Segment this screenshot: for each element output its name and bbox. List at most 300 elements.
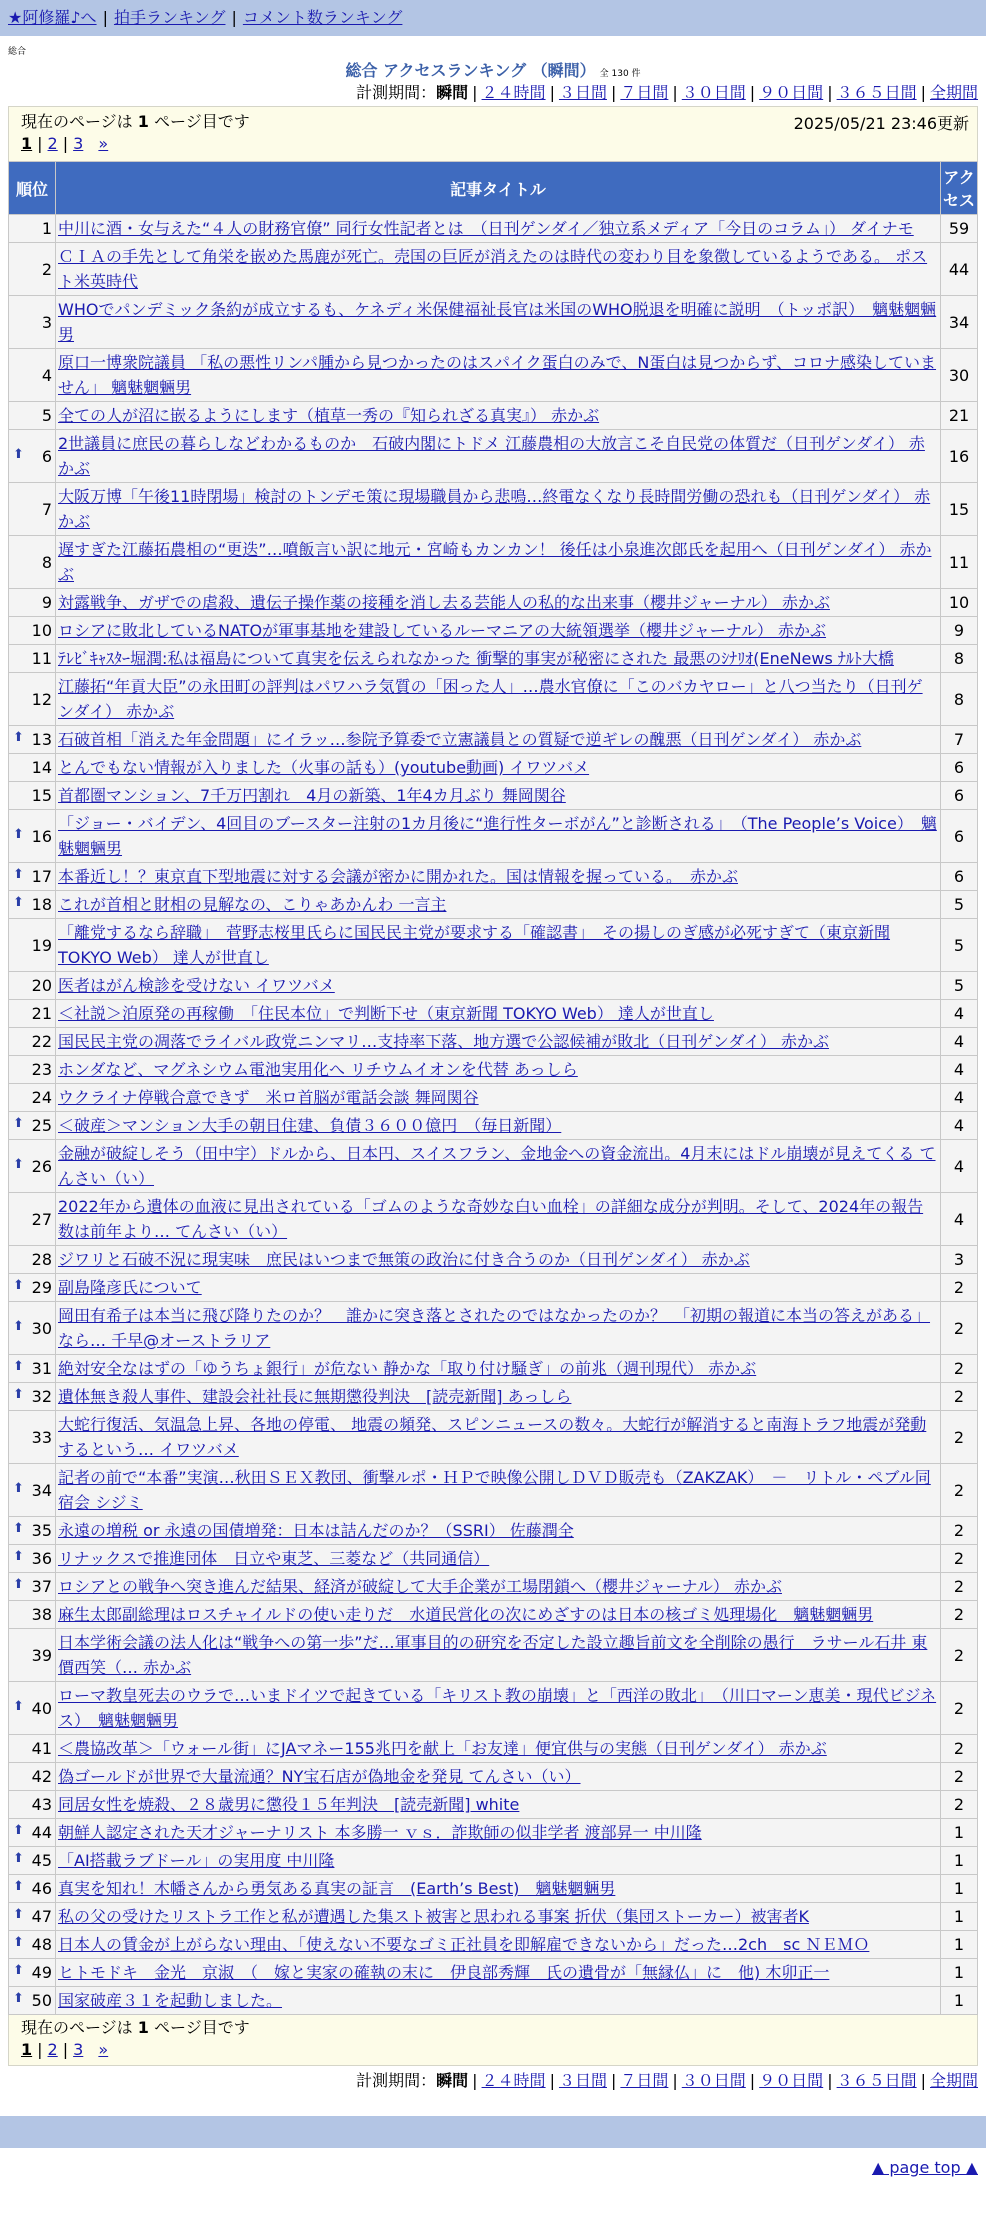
title-cell: [56, 810, 941, 863]
title-cell: [56, 1084, 941, 1112]
article-title-link[interactable]: 同居女性を焼殺、２８歳男に懲役１５年判決 [読売新聞] white: [58, 1795, 520, 1814]
article-title-link[interactable]: 麻生太郎副総理はロスチャイルドの使い走りだ 水道民営化の次にめざすのは日本の核ゴミ処理場化 魑魅魍魎男: [58, 1605, 874, 1624]
table-row: [9, 1819, 978, 1847]
rank-cell: [9, 1140, 56, 1193]
rank-up-arrow-icon: ⬆: [13, 1907, 24, 1922]
article-title-link[interactable]: 中川に酒・女与えた“４人の財務官僚” 同行女性記者とは （日刊ゲンダイ／独立系メディア「今日のコラム」） ダイナモ: [58, 219, 914, 238]
table-row: [9, 296, 978, 349]
access-count: 4: [941, 1140, 978, 1193]
article-title-link[interactable]: 永遠の増税 or 永遠の国債増発：日本は詰んだのか？（SSRI） 佐藤潤全: [58, 1521, 574, 1540]
table-row: [9, 349, 978, 402]
article-title-link[interactable]: 記者の前で“本番”実演…秋田ＳＥＸ教団、衝撃ルポ・ＨＰで映像公開しＤＶＤ販売も（ZAKZAK） － リトル・ペブル同宿会 シジミ: [58, 1468, 931, 1512]
rank-cell: [9, 919, 56, 972]
period-separator: |: [672, 2071, 678, 2090]
article-title-link[interactable]: 原口一博衆院議員 「私の悪性リンパ腫から見つかったのはスパイク蛋白のみで、N蛋白は見つからず、コロナ感染していません」 魑魅魍魎男: [58, 353, 937, 397]
rank-number: 21: [31, 1004, 52, 1023]
rank-number: 50: [31, 1991, 52, 2010]
period-365d-link[interactable]: ３６５日間: [836, 2071, 917, 2090]
article-title-link[interactable]: 本番近し！？東京直下型地震に対する会議が密かに開かれた。国は情報を握っている。 赤かぶ: [58, 867, 739, 886]
table-row: [9, 1875, 978, 1903]
period-selector-top: [0, 80, 986, 106]
title-cell: [56, 1028, 941, 1056]
title-cell: [56, 1112, 941, 1140]
article-title-link[interactable]: 大蛇行復活、気温急上昇、各地の停電、 地震の頻発、スピンニュースの数々。大蛇行が解消すると南海トラフ地震が発動するという… イワツバメ: [58, 1415, 927, 1459]
table-row: [9, 1517, 978, 1545]
period-30d-link[interactable]: ３０日間: [681, 83, 746, 102]
article-title-link[interactable]: ジワリと石破不況に現実味 庶民はいつまで無策の政治に付き合うのか（日刊ゲンダイ） 赤かぶ: [58, 1250, 750, 1269]
rank-number: 49: [31, 1963, 52, 1982]
title-cell: [56, 1987, 941, 2015]
rank-number: 6: [41, 446, 52, 466]
rank-cell: [9, 1847, 56, 1875]
rank-number: 13: [31, 730, 52, 749]
access-count: 6: [941, 782, 978, 810]
count-header: アクセス: [941, 162, 978, 215]
title-cell: [56, 1545, 941, 1573]
access-count: 5: [941, 891, 978, 919]
title-cell: [56, 1791, 941, 1819]
period-separator: |: [920, 2071, 926, 2090]
article-title-link[interactable]: 偽ゴールドが世界で大量流通？NY宝石店が偽地金を発見 てんさい（い）: [58, 1767, 581, 1786]
period-3d-link[interactable]: ３日間: [558, 2071, 607, 2090]
period-separator: |: [610, 83, 617, 102]
page-separator: |: [37, 134, 43, 153]
rank-number: 30: [31, 1318, 52, 1338]
article-title-link[interactable]: 私の父の受けたリストラ工作と私が遭遇した集スト被害と思われる事案 折伏（集団ストーカー）被害者K: [58, 1907, 809, 1926]
rank-up-arrow-icon: ⬆: [13, 1851, 24, 1866]
access-count: 8: [941, 673, 978, 726]
article-title-link[interactable]: 岡田有希子は本当に飛び降りたのか？ 誰かに突き落とされたのではなかったのか？ 「初期の報道に本当の答えがある」なら… 千早@オーストラリア: [58, 1306, 931, 1350]
rank-number: 23: [31, 1060, 52, 1079]
article-title-link[interactable]: 絶対安全なはずの「ゆうちょ銀行」が危ない 静かな「取り付け騒ぎ」の前兆（週刊現代） 赤かぶ: [58, 1359, 757, 1378]
next-page-link[interactable]: »: [98, 2040, 109, 2059]
rank-cell: [9, 1028, 56, 1056]
period-365d-link[interactable]: ３６５日間: [836, 83, 917, 102]
access-count: 8: [941, 645, 978, 673]
rank-number: 29: [31, 1278, 52, 1297]
rank-cell: [9, 1517, 56, 1545]
table-row: [9, 1084, 978, 1112]
article-title-link[interactable]: ＣＩＡの手先として角栄を嵌めた馬鹿が死亡。売国の巨匠が消えたのは時代の変わり目を象徴しているようである。 ポスト米英時代: [58, 247, 928, 291]
rank-number: 1: [41, 219, 52, 238]
rank-up-arrow-icon: ⬆: [13, 730, 24, 745]
rank-number: 19: [31, 935, 52, 955]
article-title-link[interactable]: リナックスで推進団体 日立や東芝、三菱など（共同通信）: [58, 1549, 490, 1568]
access-count: 34: [941, 296, 978, 349]
title-cell: [56, 589, 941, 617]
article-title-link[interactable]: 「離党するなら辞職」 菅野志桜里氏らに国民民主党が要求する「確認書」 その揚しのぎ感が必死すぎて（東京新聞 TOKYO Web） 達人が世直し: [58, 923, 891, 967]
article-title-link[interactable]: 朝鮮人認定された天才ジャーナリスト 本多勝一 ｖｓ．詐欺師の似非学者 渡部昇一 中川隆: [58, 1823, 702, 1842]
table-row: [9, 1545, 978, 1573]
rank-cell: [9, 1682, 56, 1735]
title-cell: [56, 402, 941, 430]
title-cell: [56, 1682, 941, 1735]
access-count: 1: [941, 1931, 978, 1959]
article-title-link[interactable]: 国家破産３１を起動しました。: [58, 1991, 283, 2010]
rank-number: 15: [31, 786, 52, 805]
table-row: [9, 1601, 978, 1629]
title-cell: [56, 782, 941, 810]
table-row: [9, 1682, 978, 1735]
table-row: [9, 402, 978, 430]
page-separator: |: [62, 2040, 69, 2059]
table-row: [9, 1246, 978, 1274]
rank-up-arrow-icon: ⬆: [13, 1156, 24, 1172]
rank-number: 4: [41, 365, 52, 385]
article-title-link[interactable]: 「ジョー・バイデン、4回目のブースター注射の1カ月後に“進行性ターボがん”と診断される」 （The People’s Voice） 魑魅魍魎男: [58, 814, 937, 858]
rank-cell: [9, 726, 56, 754]
table-row: [9, 483, 978, 536]
rank-cell: [9, 1193, 56, 1246]
rank-number: 11: [31, 649, 52, 668]
access-count: 2: [941, 1302, 978, 1355]
rank-up-arrow-icon: ⬆: [13, 1480, 24, 1496]
rank-up-arrow-icon: ⬆: [13, 1935, 24, 1950]
rank-number: 47: [31, 1907, 52, 1926]
access-count: 2: [941, 1573, 978, 1601]
article-title-link[interactable]: 日本学術会議の法人化は“戦争への第一歩”だ…軍事目的の研究を否定した設立趣旨前文を全削除の愚行 ラサール石井 東價西笑（… 赤かぶ: [58, 1633, 928, 1677]
rank-cell: [9, 1112, 56, 1140]
page-separator: |: [37, 2040, 43, 2059]
title-cell: [56, 673, 941, 726]
rank-cell: [9, 1545, 56, 1573]
access-count: 6: [941, 863, 978, 891]
access-count: 44: [941, 243, 978, 296]
period-selector-bottom: [0, 2066, 986, 2096]
rank-cell: [9, 1791, 56, 1819]
page-title: [0, 58, 986, 80]
article-title-link[interactable]: 医者はがん検診を受けない イワツバメ: [58, 976, 335, 995]
period-7d-link[interactable]: ７日間: [620, 2071, 669, 2090]
rank-number: 37: [31, 1577, 52, 1596]
table-row: [9, 1028, 978, 1056]
page-1-current: 1: [21, 2040, 33, 2059]
period-separator: |: [827, 2071, 833, 2090]
rank-up-arrow-icon: ⬆: [13, 826, 24, 842]
rank-cell: [9, 589, 56, 617]
access-count: 10: [941, 589, 978, 617]
title-cell: [56, 1763, 941, 1791]
access-count: 7: [941, 726, 978, 754]
period-all-link[interactable]: 全期間: [929, 83, 978, 102]
title-cell: [56, 296, 941, 349]
table-row: [9, 1302, 978, 1355]
access-count: 4: [941, 1000, 978, 1028]
access-count: 11: [941, 536, 978, 589]
article-title-link[interactable]: 対露戦争、ガザでの虐殺、遺伝子操作薬の接種を消し去る芸能人の私的な出来事（櫻井ジャーナル） 赤かぶ: [58, 593, 830, 612]
access-count: 6: [941, 810, 978, 863]
access-count: 5: [941, 972, 978, 1000]
rank-number: 12: [31, 689, 52, 709]
article-title-link[interactable]: 日本人の賃金が上がらない理由、「使えない不要なゴミ正社員を即解雇できないから」だった…2ch sc ＮＥＭＯ: [58, 1935, 870, 1954]
access-count: 15: [941, 483, 978, 536]
article-title-link[interactable]: ロシアに敗北しているNATOが軍事基地を建設しているルーマニアの大統領選挙（櫻井ジャーナル） 赤かぶ: [58, 621, 827, 640]
article-title-link[interactable]: ﾃﾚﾋﾞｷｬｽﾀｰ堀潤:私は福島について真実を伝えられなかった 衝撃的事実が秘密にされた 最悪のｼﾅﾘｵ(EneNews ﾅﾙﾄ大橋: [58, 649, 894, 668]
rank-number: 18: [31, 895, 52, 914]
page-info-top: [8, 106, 978, 161]
period-all-link[interactable]: 全期間: [929, 2071, 978, 2090]
rank-number: 17: [31, 867, 52, 886]
rank-number: 24: [31, 1088, 52, 1107]
article-title-link[interactable]: ウクライナ停戦合意できず 米ロ首脳が電話会談 舞岡関谷: [58, 1088, 479, 1107]
rank-up-arrow-icon: ⬆: [13, 867, 24, 882]
rank-number: 28: [31, 1250, 52, 1269]
period-7d-link[interactable]: ７日間: [620, 83, 669, 102]
rank-cell: [9, 1056, 56, 1084]
article-title-link[interactable]: 国民民主党の凋落でライバル政党ニンマリ…支持率下落、地方選で公認候補が敗北（日刊ゲンダイ） 赤かぶ: [58, 1032, 830, 1051]
access-count: 2: [941, 1411, 978, 1464]
rank-number: 31: [31, 1359, 52, 1378]
access-count: 2: [941, 1274, 978, 1302]
title-cell: [56, 430, 941, 483]
rank-number: 14: [31, 758, 52, 777]
page-2-link[interactable]: 2: [47, 2040, 58, 2059]
table-row: [9, 645, 978, 673]
table-row: [9, 617, 978, 645]
article-title-link[interactable]: 首都圏マンション、7千万円割れ 4月の新築、1年4カ月ぶり 舞岡関谷: [58, 786, 566, 805]
title-cell: [56, 1193, 941, 1246]
article-title-link[interactable]: 江藤拓“年貢大臣”の永田町の評判はパワハラ気質の「困った人」…農水官僚に「このバカヤロー」と八つ当たり（日刊ゲンダイ） 赤かぶ: [58, 677, 923, 721]
table-row: [9, 1959, 978, 1987]
period-separator: |: [549, 2071, 555, 2090]
rank-number: 26: [31, 1156, 52, 1176]
table-row: [9, 1000, 978, 1028]
article-title-link[interactable]: 2世議員に庶民の暮らしなどわかるものか 石破内閣にトドメ 江藤農相の大放言こそ自民党の体質だ（日刊ゲンダイ） 赤かぶ: [58, 434, 925, 478]
rank-number: 36: [31, 1549, 52, 1568]
access-count: 2: [941, 1791, 978, 1819]
title-cell: [56, 1246, 941, 1274]
period-separator: |: [672, 83, 678, 102]
page-suffix: ページ目です: [148, 112, 250, 131]
page-prefix: 現在のページは: [21, 2018, 138, 2037]
rank-cell: [9, 1355, 56, 1383]
rank-up-arrow-icon: ⬆: [13, 1991, 24, 2006]
title-cell: [56, 1629, 941, 1682]
comment-ranking-link[interactable]: コメント数ランキング: [242, 8, 403, 27]
rank-number: 3: [41, 312, 52, 332]
article-title-link[interactable]: ロシアとの戦争へ突き進んだ結果、経済が破綻して大手企業が工場閉鎖へ（櫻井ジャーナル） 赤かぶ: [58, 1577, 782, 1596]
rank-cell: [9, 1763, 56, 1791]
title-cell: [56, 1847, 941, 1875]
access-count: 6: [941, 754, 978, 782]
rank-cell: [9, 402, 56, 430]
article-title-link[interactable]: 「AI搭載ラブドール」の実用度 中川隆: [58, 1851, 335, 1870]
period-90d-link[interactable]: ９０日間: [759, 83, 824, 102]
period-separator: |: [749, 2071, 756, 2090]
rank-cell: [9, 1246, 56, 1274]
rank-cell: [9, 1629, 56, 1682]
page-2-link[interactable]: 2: [47, 134, 58, 153]
access-count: 59: [941, 215, 978, 243]
nav-separator: |: [231, 8, 237, 27]
access-count: 2: [941, 1682, 978, 1735]
rank-number: 7: [41, 499, 52, 519]
title-cell: [56, 1000, 941, 1028]
title-header: 記事タイトル: [56, 162, 941, 215]
period-label: 計測期間：: [356, 83, 437, 102]
rank-cell: [9, 1000, 56, 1028]
title-cell: [56, 617, 941, 645]
period-separator: |: [749, 83, 756, 102]
page-1-current: 1: [21, 134, 33, 153]
rank-cell: [9, 1875, 56, 1903]
table-row: [9, 1931, 978, 1959]
access-count: 2: [941, 1629, 978, 1682]
rank-header: 順位: [9, 162, 56, 215]
table-row: [9, 782, 978, 810]
rank-cell: [9, 536, 56, 589]
access-count: 9: [941, 617, 978, 645]
table-row: [9, 1193, 978, 1246]
top-nav-bar: [0, 0, 986, 36]
article-title-link[interactable]: 全ての人が沼に嵌るようにします（植草一秀の『知られざる真実』） 赤かぶ: [58, 406, 600, 425]
rank-number: 16: [31, 826, 52, 846]
period-3d-link[interactable]: ３日間: [558, 83, 607, 102]
article-title-link[interactable]: 副島隆彦氏について: [58, 1278, 202, 1297]
access-count: 16: [941, 430, 978, 483]
rank-cell: [9, 1931, 56, 1959]
article-title-link[interactable]: ＜社説＞泊原発の再稼働 「住民本位」で判断下せ（東京新聞 TOKYO Web） 達人が世直し: [58, 1004, 714, 1023]
access-count: 2: [941, 1735, 978, 1763]
page-separator: [88, 2040, 93, 2059]
title-cell: [56, 1573, 941, 1601]
table-row: [9, 1140, 978, 1193]
period-90d-link[interactable]: ９０日間: [759, 2071, 824, 2090]
home-link[interactable]: ★阿修羅♪へ: [8, 8, 97, 27]
rank-up-arrow-icon: ⬆: [13, 1698, 24, 1714]
rank-up-arrow-icon: ⬆: [13, 1549, 24, 1564]
table-row: [9, 726, 978, 754]
period-label: 計測期間：: [356, 2071, 437, 2090]
article-title-link[interactable]: 大阪万博「午後11時閉場」検討のトンデモ策に現場職員から悲鳴…終電なくなり長時間労働の恐れも（日刊ゲンダイ） 赤かぶ: [58, 487, 931, 531]
period-30d-link[interactable]: ３０日間: [681, 2071, 746, 2090]
rank-cell: [9, 1959, 56, 1987]
table-row: [9, 1791, 978, 1819]
page-3-link[interactable]: 3: [73, 134, 84, 153]
article-title-link[interactable]: 2022年から遺体の血液に見出されている「ゴムのような奇妙な白い血栓」の詳細な成分が判明。そして、2024年の報告数は前年より… てんさい（い）: [58, 1197, 924, 1241]
table-row: [9, 810, 978, 863]
rank-cell: [9, 1383, 56, 1411]
table-row: [9, 1411, 978, 1464]
period-24h-link[interactable]: ２４時間: [481, 83, 546, 102]
access-count: 4: [941, 1193, 978, 1246]
access-count: 30: [941, 349, 978, 402]
article-title-link[interactable]: 石破首相「消えた年金問題」にイラッ…参院予算委で立憲議員との質疑で逆ギレの醜悪（日刊ゲンダイ） 赤かぶ: [58, 730, 862, 749]
access-count: 2: [941, 1601, 978, 1629]
pagination-top: [21, 133, 965, 155]
clap-ranking-link[interactable]: 拍手ランキング: [113, 8, 226, 27]
title-cell: [56, 1355, 941, 1383]
rank-number: 42: [31, 1767, 52, 1786]
article-title-link[interactable]: ホンダなど、マグネシウム電池実用化へ リチウムイオンを代替 あっしら: [58, 1060, 578, 1079]
rank-up-arrow-icon: ⬆: [13, 1521, 24, 1536]
article-title-link[interactable]: ローマ教皇死去のウラで…いまドイツで起きている「キリスト教の崩壊」と「西洋の敗北」 （川口マーン恵美・現代ビジネス） 魑魅魍魎男: [58, 1686, 937, 1730]
title-cell: [56, 483, 941, 536]
rank-cell: [9, 349, 56, 402]
rank-up-arrow-icon: ⬆: [13, 446, 24, 462]
total-count: 全 130 件: [599, 69, 641, 79]
title-cell: [56, 1302, 941, 1355]
title-cell: [56, 1056, 941, 1084]
title-cell: [56, 243, 941, 296]
rank-number: 45: [31, 1851, 52, 1870]
page-number: 1: [137, 112, 149, 131]
rank-up-arrow-icon: ⬆: [13, 1116, 24, 1131]
article-title-link[interactable]: ＜農協改革＞「ウォール街」にJAマネー155兆円を献上「お友達」便宜供与の実態（日刊ゲンダイ） 赤かぶ: [58, 1739, 827, 1758]
ranking-body: [9, 215, 978, 2015]
page-3-link[interactable]: 3: [73, 2040, 84, 2059]
article-title-link[interactable]: ＜破産＞マンション大手の朝日住建、負債３６００億円 （毎日新聞）: [58, 1116, 562, 1135]
nav-separator: |: [102, 8, 108, 27]
article-title-link[interactable]: 金融が破綻しそう（田中宇）ドルから、日本円、スイスフラン、金地金への資金流出。4月末にはドル崩壊が見えてくる てんさい（い）: [58, 1144, 936, 1188]
access-count: 2: [941, 1464, 978, 1517]
title-cell: [56, 645, 941, 673]
rank-number: 38: [31, 1605, 52, 1624]
article-title-link[interactable]: WHOでパンデミック条約が成立するも、ケネディ米保健福祉長官は米国のWHO脱退を明確に説明 （トッポ訳） 魑魅魍魎男: [58, 300, 937, 344]
table-row: [9, 1112, 978, 1140]
period-separator: |: [472, 83, 478, 102]
rank-number: 5: [41, 406, 52, 425]
table-row: [9, 1847, 978, 1875]
table-row: [9, 1274, 978, 1302]
category-label: 総合: [8, 47, 27, 57]
access-count: 3: [941, 1246, 978, 1274]
access-count: 1: [941, 1847, 978, 1875]
rank-cell: [9, 1084, 56, 1112]
period-24h-link[interactable]: ２４時間: [481, 2071, 546, 2090]
title-cell: [56, 349, 941, 402]
rank-up-arrow-icon: ⬆: [13, 1387, 24, 1402]
updated-time: 2025/05/21 23:46更新: [793, 114, 969, 133]
rank-up-arrow-icon: ⬆: [13, 1359, 24, 1374]
rank-cell: [9, 617, 56, 645]
rank-number: 46: [31, 1879, 52, 1898]
period-separator: |: [472, 2071, 478, 2090]
article-title-link[interactable]: ヒトモドキ 金光 京淑 （ 嫁と実家の確執の末に 伊良部秀輝 氏の遺骨が「無縁仏」に 他) 木卯正一: [58, 1963, 830, 1982]
rank-number: 34: [31, 1480, 52, 1500]
rank-number: 25: [31, 1116, 52, 1135]
rank-up-arrow-icon: ⬆: [13, 895, 24, 910]
title-cell: [56, 215, 941, 243]
table-row: [9, 1464, 978, 1517]
rank-number: 43: [31, 1795, 52, 1814]
access-count: 2: [941, 1545, 978, 1573]
access-count: 1: [941, 1875, 978, 1903]
rank-cell: [9, 810, 56, 863]
article-title-link[interactable]: 遺体無き殺人事件、建設会社社長に無期懲役判決 [読売新聞] あっしら: [58, 1387, 572, 1406]
title-cell: [56, 919, 941, 972]
title-cell: [56, 536, 941, 589]
table-row: [9, 863, 978, 891]
rank-up-arrow-icon: ⬆: [13, 1318, 24, 1334]
rank-number: 9: [41, 593, 52, 612]
title-cell: [56, 754, 941, 782]
rank-cell: [9, 891, 56, 919]
rank-number: 2: [41, 259, 52, 279]
next-page-link[interactable]: »: [98, 134, 109, 153]
article-title-link[interactable]: 真実を知れ！木幡さんから勇気ある真実の証言 (Earth’s Best) 魑魅魍魎男: [58, 1879, 616, 1898]
page-top-link[interactable]: ▲ page top ▲: [871, 2158, 978, 2177]
rank-number: 35: [31, 1521, 52, 1540]
article-title-link[interactable]: 遅すぎた江藤拓農相の“更迭”…噴飯言い訳に地元・宮崎もカンカン！ 後任は小泉進次郎氏を起用へ（日刊ゲンダイ） 赤かぶ: [58, 540, 932, 584]
current-page-text: [21, 2017, 965, 2039]
period-separator: |: [549, 83, 555, 102]
table-row: [9, 1355, 978, 1383]
article-title-link[interactable]: とんでもない情報が入りました（火事の話も）(youtube動画) イワツバメ: [58, 758, 590, 777]
table-row: [9, 1383, 978, 1411]
article-title-link[interactable]: これが首相と財相の見解なの、こりゃあかんわ 一言主: [58, 895, 447, 914]
access-count: 1: [941, 1959, 978, 1987]
